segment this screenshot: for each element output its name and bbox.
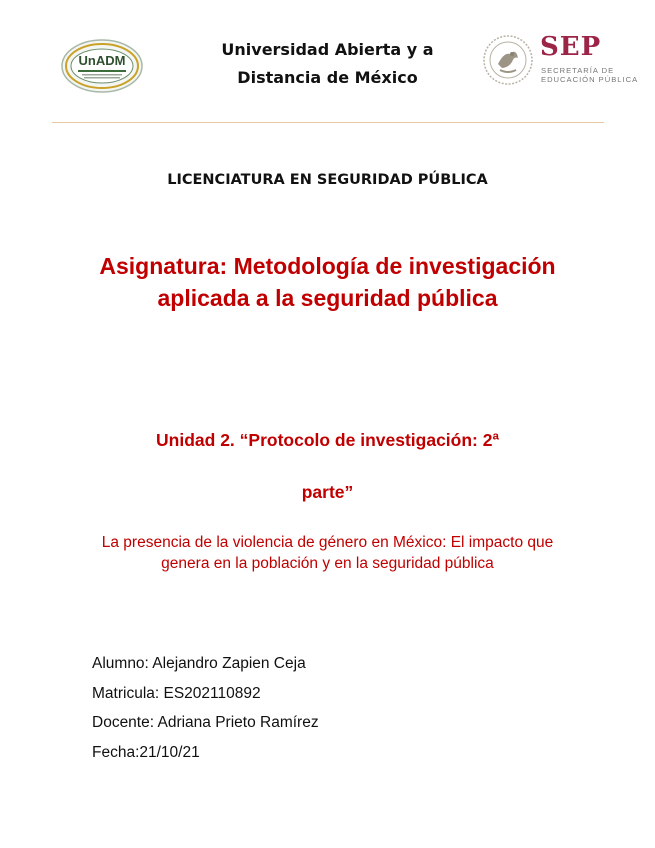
career-title: LICENCIATURA EN SEGURIDAD PÚBLICA (167, 172, 488, 188)
submission-date: Fecha:21/10/21 (92, 743, 200, 761)
sep-logo-title: SEP (540, 32, 602, 62)
sep-subtitle-line-2: EDUCACIÓN PÚBLICA (541, 75, 639, 84)
unadm-logo-icon (60, 38, 144, 94)
student-info (92, 649, 542, 767)
unit-title (0, 414, 655, 518)
student-name: Alumno: Alejandro Zapien Ceja (92, 655, 306, 672)
institution-name-line-2: Distancia de México (237, 68, 418, 87)
header-divider (52, 122, 604, 123)
research-topic: La presencia de la violencia de género en México: El impacto que genera en la población y en la seguridad pública (101, 534, 554, 572)
institution-name-line-1: Universidad Abierta y a (221, 40, 434, 59)
sep-subtitle-line-1: SECRETARÍA DE (541, 66, 615, 75)
teacher-name: Docente: Adriana Prieto Ramírez (92, 714, 319, 731)
unit-title-line-2: parte” (301, 482, 354, 502)
unit-title-line-1: Unidad 2. “Protocolo de investigación: 2ª (156, 430, 499, 450)
subject-title: Asignatura: Metodología de investigación aplicada a la seguridad pública (99, 253, 556, 311)
enrollment-number: Matricula: ES202110892 (92, 684, 261, 702)
mexico-seal-icon (482, 34, 534, 86)
unadm-logo-text: UnADM (78, 53, 126, 68)
sep-logo-subtitle (541, 66, 651, 84)
document-header (0, 0, 655, 125)
institution-name (185, 36, 470, 92)
